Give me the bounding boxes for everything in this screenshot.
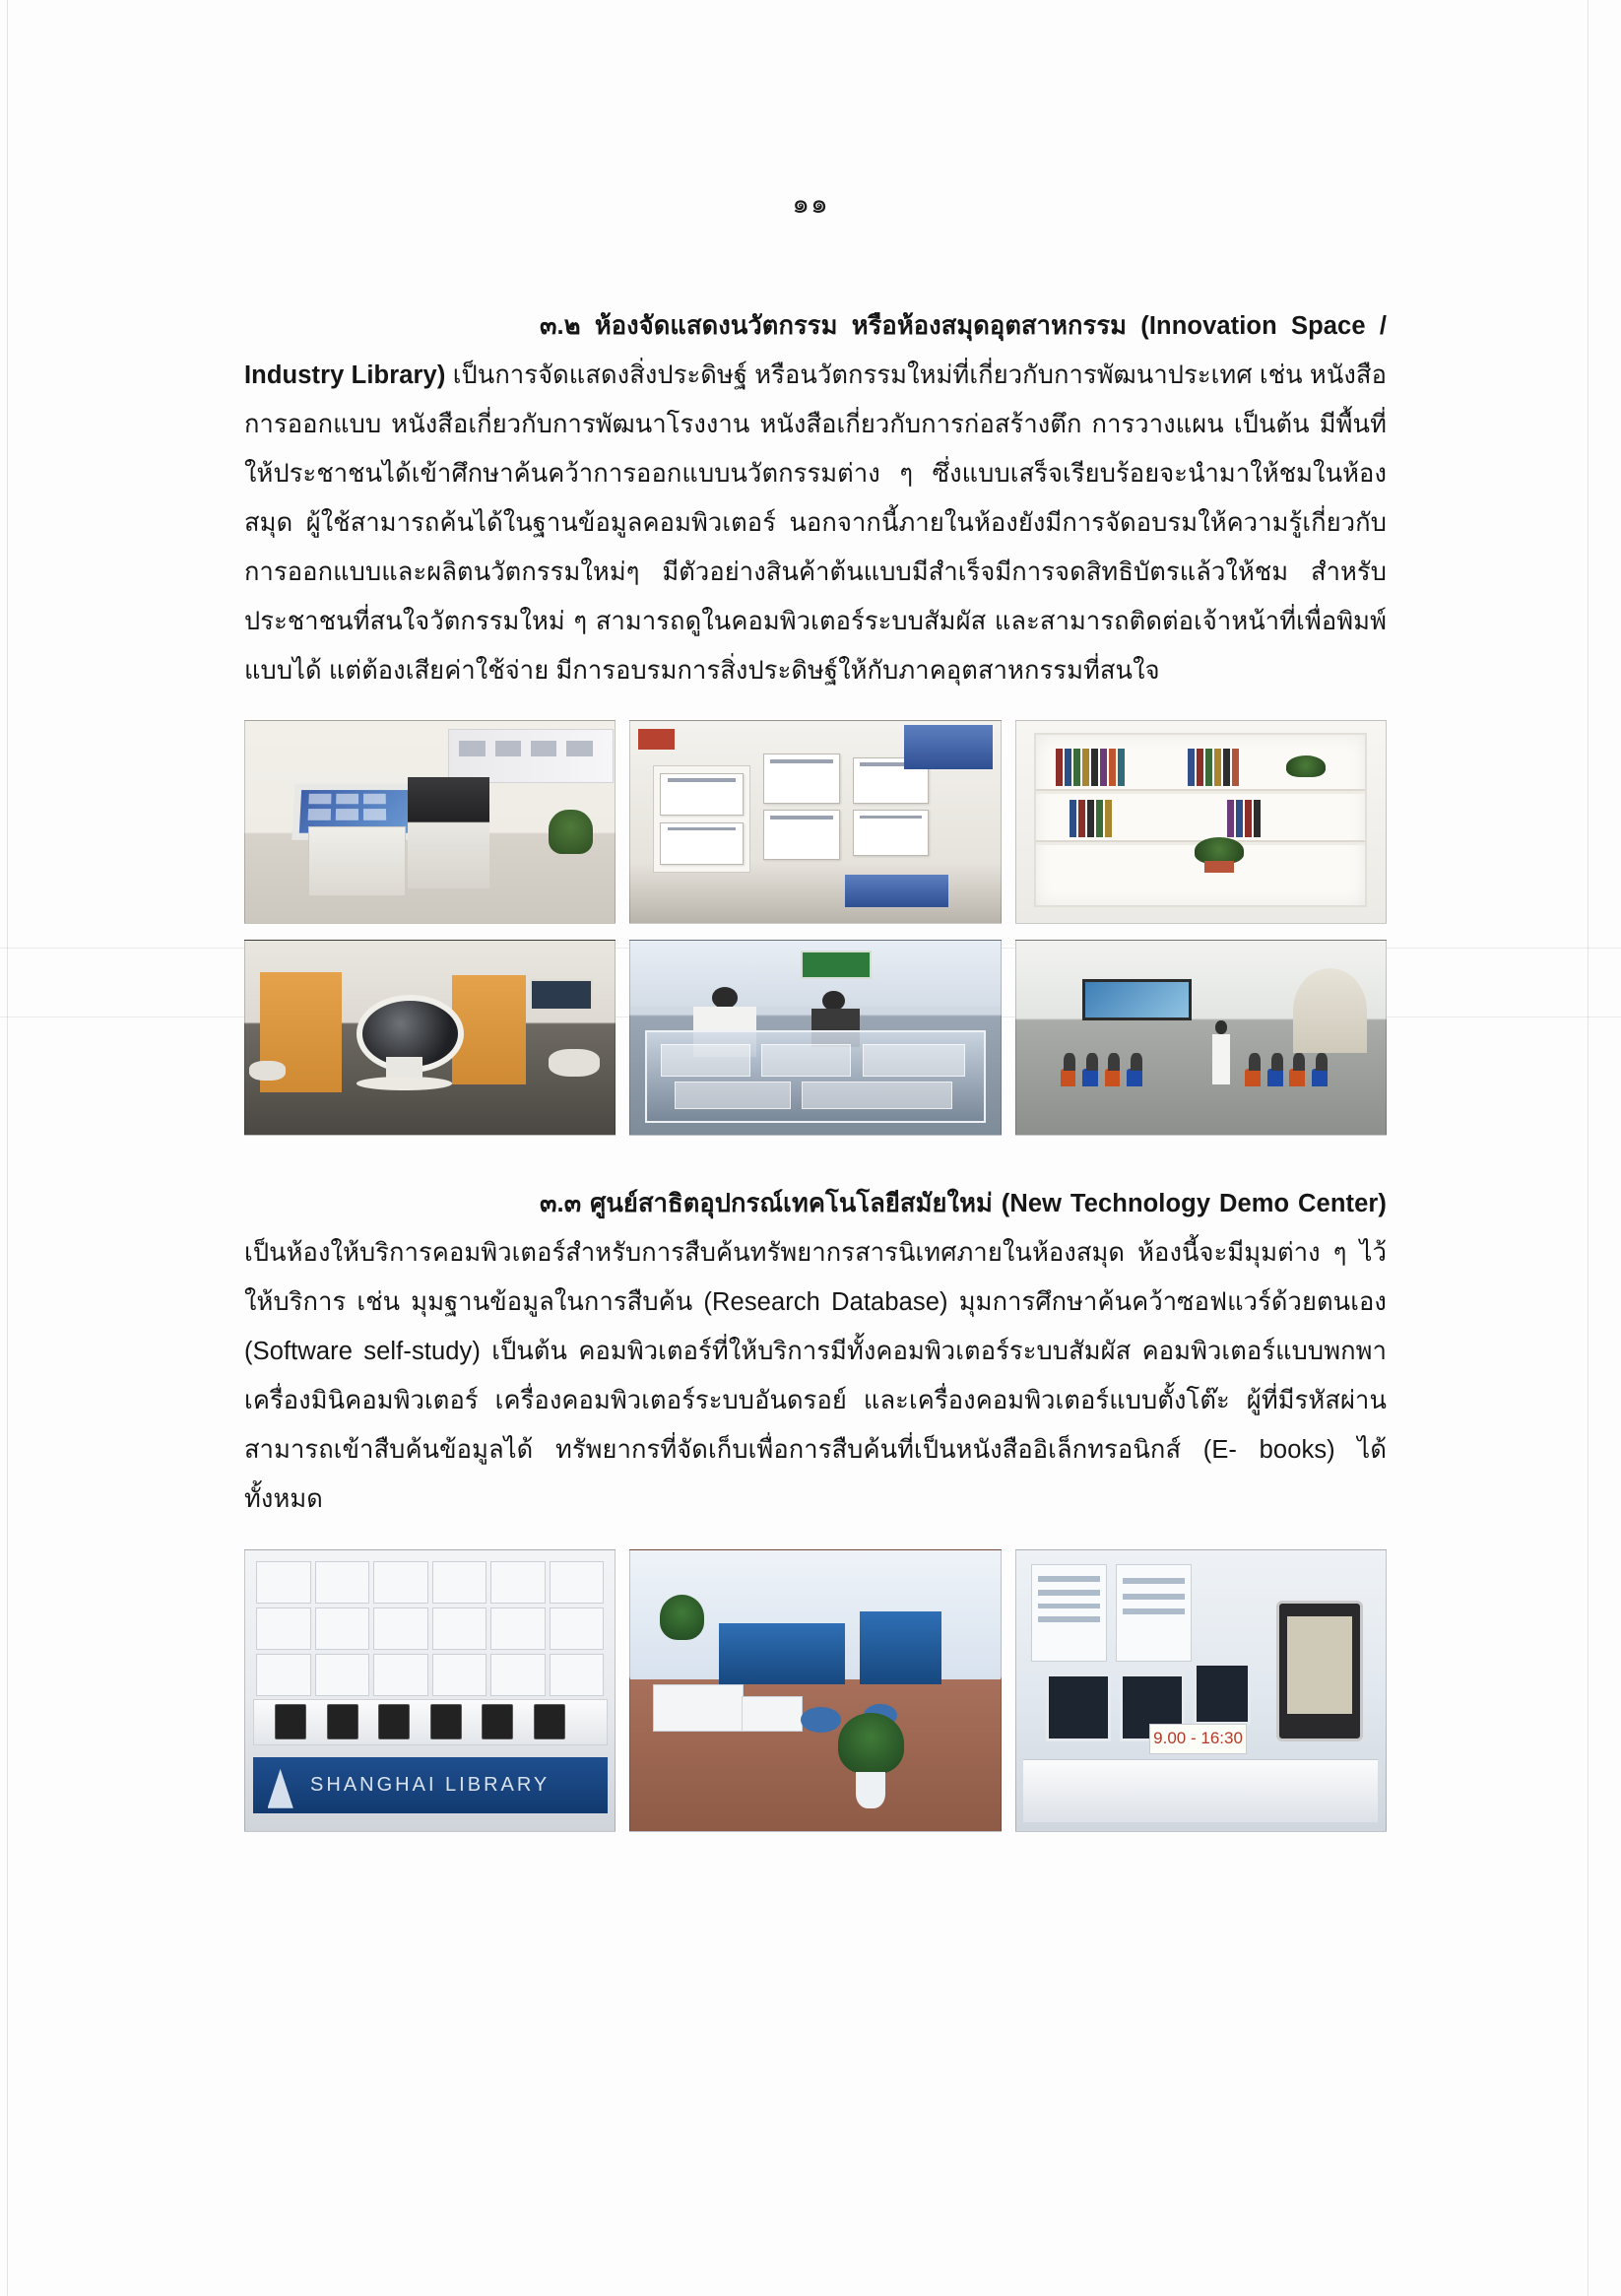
training-room-photo bbox=[1015, 940, 1387, 1136]
chair bbox=[549, 1049, 601, 1077]
prototype-showcase-photo bbox=[629, 940, 1001, 1136]
opening-hours-sign: 9.00 - 16:30 bbox=[1149, 1724, 1248, 1754]
blue-signage bbox=[904, 725, 993, 769]
orange-media-pod-photo bbox=[244, 940, 616, 1136]
ereader-device bbox=[1276, 1601, 1364, 1741]
book-row bbox=[1227, 800, 1261, 837]
pod-base bbox=[357, 1077, 453, 1090]
scan-artifact-line bbox=[1588, 0, 1589, 2296]
potted-plant bbox=[1286, 755, 1326, 777]
section-3-2-images-row-2 bbox=[244, 940, 1387, 1136]
book-row bbox=[1056, 749, 1125, 786]
section-3-2-images-row-1 bbox=[244, 720, 1387, 924]
blue-feature-wall bbox=[860, 1611, 941, 1684]
section-3-2-paragraph bbox=[244, 301, 1387, 695]
potted-plant bbox=[838, 1713, 905, 1775]
book-row bbox=[1188, 749, 1239, 786]
book-display-stand-photo bbox=[629, 720, 1001, 924]
kiosk-pedestal bbox=[308, 826, 407, 897]
computer-monitor bbox=[1046, 1673, 1111, 1741]
wall-poster bbox=[1031, 1564, 1107, 1662]
blue-box bbox=[845, 875, 948, 907]
book-row bbox=[1070, 800, 1112, 837]
plant-pot bbox=[1204, 861, 1234, 873]
blue-demo-room-photo bbox=[629, 1549, 1001, 1832]
potted-plant bbox=[660, 1595, 704, 1640]
person-head bbox=[712, 987, 738, 1009]
chair bbox=[249, 1061, 287, 1081]
red-accent bbox=[638, 729, 676, 750]
white-bookshelf-photo bbox=[1015, 720, 1387, 924]
section-3-2-body: เป็นการจัดแสดงสิ่งประดิษฐ์ หรือนวัตกรรมใหม่ที่เกี่ยวกับการพัฒนาประเทศ เช่น หนังสือการออกแบบ หนังสือเกี่ยวกับการพัฒนาโรงงาน หนังสือเกี่ยวกับการก่อสร้างตึก การวางแผน เป็นต้น มีพื้นที่ให้ประชาชนได้เข้าศึกษาค้นคว้าการออกแบบนวัตกรรมต่าง ๆ ซึ่งแบบเสร็จเรียบร้อยจะนำมาให้ชมในห้องสมุด ผู้ใช้สามารถค้นได้ในฐานข้อมูลคอมพิวเตอร์ นอกจากนี้ภายในห้องยังมีการจัดอบรมให้ความรู้เกี่ยวกับการออกแบบและผลิตนวัตกรรมใหม่ๆ มีตัวอย่างสินค้าต้นแบบมีสำเร็จมีการจดสิทธิบัตรแล้วให้ชม สำหรับประชาชนที่สนใจวัตกรรมใหม่ ๆ สามารถดูในคอมพิวเตอร์ระบบสัมผัส และสามารถติดต่อเจ้าหน้าที่เพื่อพิมพ์แบบได้ แต่ต้องเสียค่าใช้จ่าย มีการอบรมการสิ่งประดิษฐ์ให้กับภาคอุตสาหกรรมที่สนใจ bbox=[244, 361, 1387, 685]
display-case bbox=[645, 1030, 985, 1124]
shelf-board bbox=[1036, 789, 1365, 794]
wall-poster bbox=[1116, 1564, 1192, 1662]
displayed-book bbox=[660, 773, 744, 816]
blue-feature-wall bbox=[719, 1623, 845, 1685]
computer-monitor bbox=[530, 979, 593, 1011]
service-desk bbox=[653, 1684, 744, 1732]
page-number: ๑๑ bbox=[792, 188, 829, 219]
kiosk-secondary-unit bbox=[408, 777, 489, 888]
displayed-book bbox=[763, 754, 839, 804]
touchscreen-kiosk-photo bbox=[244, 720, 616, 924]
library-name-text: SHANGHAI LIBRARY bbox=[310, 1774, 551, 1797]
section-3-2-heading-en: (Innovation Space / Industry Library) bbox=[244, 311, 1387, 389]
tablet-display-grid bbox=[256, 1561, 604, 1696]
computer-monitor bbox=[1194, 1663, 1252, 1725]
section-3-2-heading-thai: ห้องจัดแสดงนวัตกรรม หรือห้องสมุดอุตสาหกรรม bbox=[594, 311, 1128, 340]
ereader-station-photo bbox=[1015, 1549, 1387, 1832]
section-3-3-heading-number: ๓.๓ bbox=[540, 1190, 582, 1217]
projection-screen bbox=[1082, 979, 1192, 1019]
green-sign bbox=[801, 951, 872, 980]
plant-vase bbox=[856, 1772, 885, 1808]
section-3-3-images-row-1 bbox=[244, 1549, 1387, 1832]
exhibition-banner bbox=[448, 729, 613, 783]
arched-wall-feature bbox=[1293, 968, 1367, 1054]
section-3-3-body: เป็นห้องให้บริการคอมพิวเตอร์สำหรับการสืบค้นทรัพยากรสารนิเทศภายในห้องสมุด ห้องนี้จะมีมุมต่าง ๆ ไว้ให้บริการ เช่น มุมฐานข้อมูลในการสืบค้น (Research Database) มุมการศึกษาค้นคว้าซอฟแวร์ด้วยตนเอง (Software self-study) เป็นต้น คอมพิวเตอร์ที่ให้บริการมีทั้งคอมพิวเตอร์ระบบสัมผัส คอมพิวเตอร์แบบพกพา เครื่องมินิคอมพิวเตอร์ เครื่องคอมพิวเตอร์ระบบอันดรอย์ และเครื่องคอมพิวเตอร์แบบตั้งโต๊ะ ผู้ที่มีรหัสผ่านสามารถเข้าสืบค้นข้อมูลได้ ทรัพยากรที่จัดเก็บเพื่อการสืบค้นที่เป็นหนังสืออิเล็กทรอนิกส์ (E- books) ได้ทั้งหมด bbox=[244, 1239, 1387, 1513]
section-3-3-heading-en: (New Technology Demo Center) bbox=[1001, 1190, 1387, 1217]
bookcase bbox=[1034, 733, 1367, 906]
service-desk bbox=[742, 1696, 803, 1732]
seating-pouf bbox=[801, 1707, 841, 1733]
section-3-3-paragraph bbox=[244, 1179, 1387, 1524]
displayed-book bbox=[660, 822, 744, 865]
displayed-book bbox=[763, 810, 839, 860]
presenter bbox=[1212, 1034, 1231, 1084]
section-3-2-heading-number: ๓.๒ bbox=[540, 311, 581, 340]
displayed-book bbox=[853, 810, 929, 856]
service-desk bbox=[1023, 1759, 1378, 1822]
device-wall-photo bbox=[244, 1549, 616, 1832]
scan-artifact-line bbox=[7, 0, 8, 2296]
library-name-band bbox=[253, 1757, 608, 1813]
potted-plant bbox=[549, 810, 593, 854]
section-3-3-heading-thai: ศูนย์สาธิตอุปกรณ์เทคโนโลยีสมัยใหม่ bbox=[590, 1190, 993, 1217]
document-body bbox=[244, 276, 1387, 1832]
